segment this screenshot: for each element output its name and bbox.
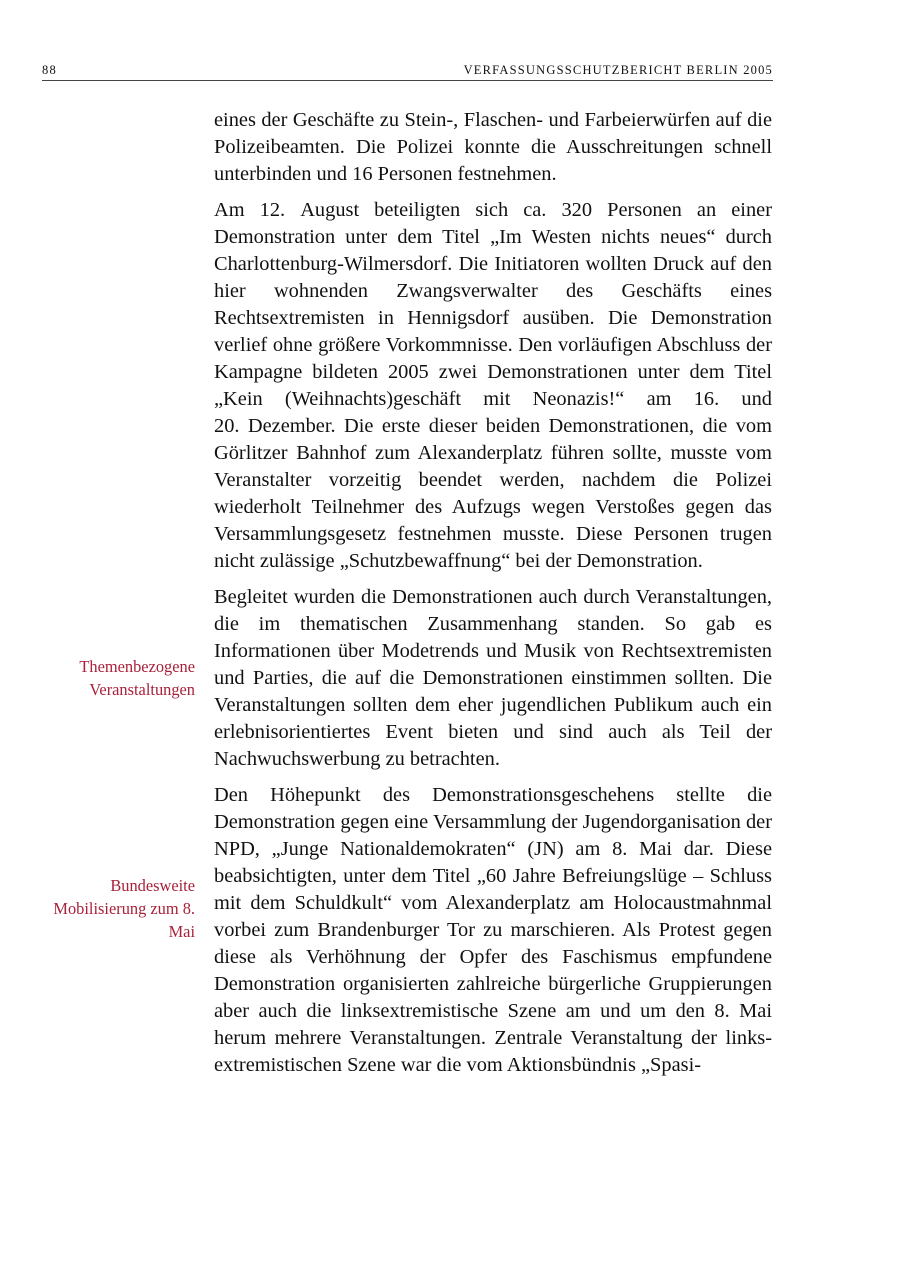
paragraph: Begleitet wurden die Demonstrationen auch durch Veranstaltungen, die im thematischen Zusammenhang standen. So gab es Informationen über Modetrends und Musik von Rechtsextremisten und Parties, die auf die Demonstrationen einstimmen sollten. Die Veranstaltungen sollten dem eher jugendlichen Publikum auch ein erlebnisorientiertes Event bieten und sind auch als Teil der Nachwuchswerbung zu betrachten. xyxy=(214,586,772,770)
margin-note-nationwide-mobilization: Bundesweite Mobilisierung zum 8. Mai xyxy=(53,876,195,941)
page-number: 88 xyxy=(42,63,57,77)
body-text xyxy=(214,107,772,1088)
running-title: VERFASSUNGSSCHUTZBERICHT BERLIN 2005 xyxy=(463,63,773,77)
paragraph: eines der Geschäfte zu Stein-, Flaschen- und Farbeierwürfen auf die Polizeibeamten. Die Polizei konnte die Ausschreitungen schnell unterbinden und 16 Personen festnehmen. xyxy=(214,109,772,185)
paragraph: Den Höhepunkt des Demonstrationsgeschehens stellte die Demonstration gegen eine Versammlung der Jugendorganisation der NPD, „Junge Nationaldemokraten“ (JN) am 8. Mai dar. Diese beabsichtigten, unter dem Titel „60 Jahre Befreiungslüge – Schluss mit dem Schuldkult“ vom Alexanderplatz am Holocaustmahnmal vorbei zum Brandenburger Tor zu marschieren. Als Protest gegen diese als Verhöhnung der Opfer des Faschismus empfundene Demonstration organisierten zahlreiche bürgerliche Gruppierungen aber auch die linksextremistische Szene am und um den 8. Mai herum mehrere Veranstaltungen. Zentrale Veranstaltung der linksextremistischen Szene war die vom Aktionsbündnis „Spasi- xyxy=(214,784,772,1076)
paragraph: Am 12. August beteiligten sich ca. 320 Personen an einer Demonstration unter dem Titel „Im Westen nichts neues“ durch Charlottenburg-Wilmersdorf. Die Initiatoren wollten Druck auf den hier wohnenden Zwangsverwalter des Geschäfts eines Rechtsextremisten in Hennigsdorf ausüben. Die Demonstration verlief ohne größere Vorkommnisse. Den vorläufigen Abschluss der Kampagne bildeten 2005 zwei Demonstrationen unter dem Titel „Kein (Weihnachts)geschäft mit Neonazis!“ am 16. und 20. Dezember. Die erste dieser beiden Demonstrationen, die vom Görlitzer Bahnhof zum Alexanderplatz führen sollte, musste vom Veranstalter vorzeitig beendet werden, nachdem die Polizei wiederholt Teilnehmer des Aufzugs wegen Verstoßes gegen das Versammlungsgesetz festnehmen musste. Diese Personen trugen nicht zulässige „Schutzbewaffnung“ bei der Demonstration. xyxy=(214,199,772,572)
page-header xyxy=(42,62,773,81)
margin-note-themed-events: Themenbezogene Veranstaltungen xyxy=(79,657,195,699)
